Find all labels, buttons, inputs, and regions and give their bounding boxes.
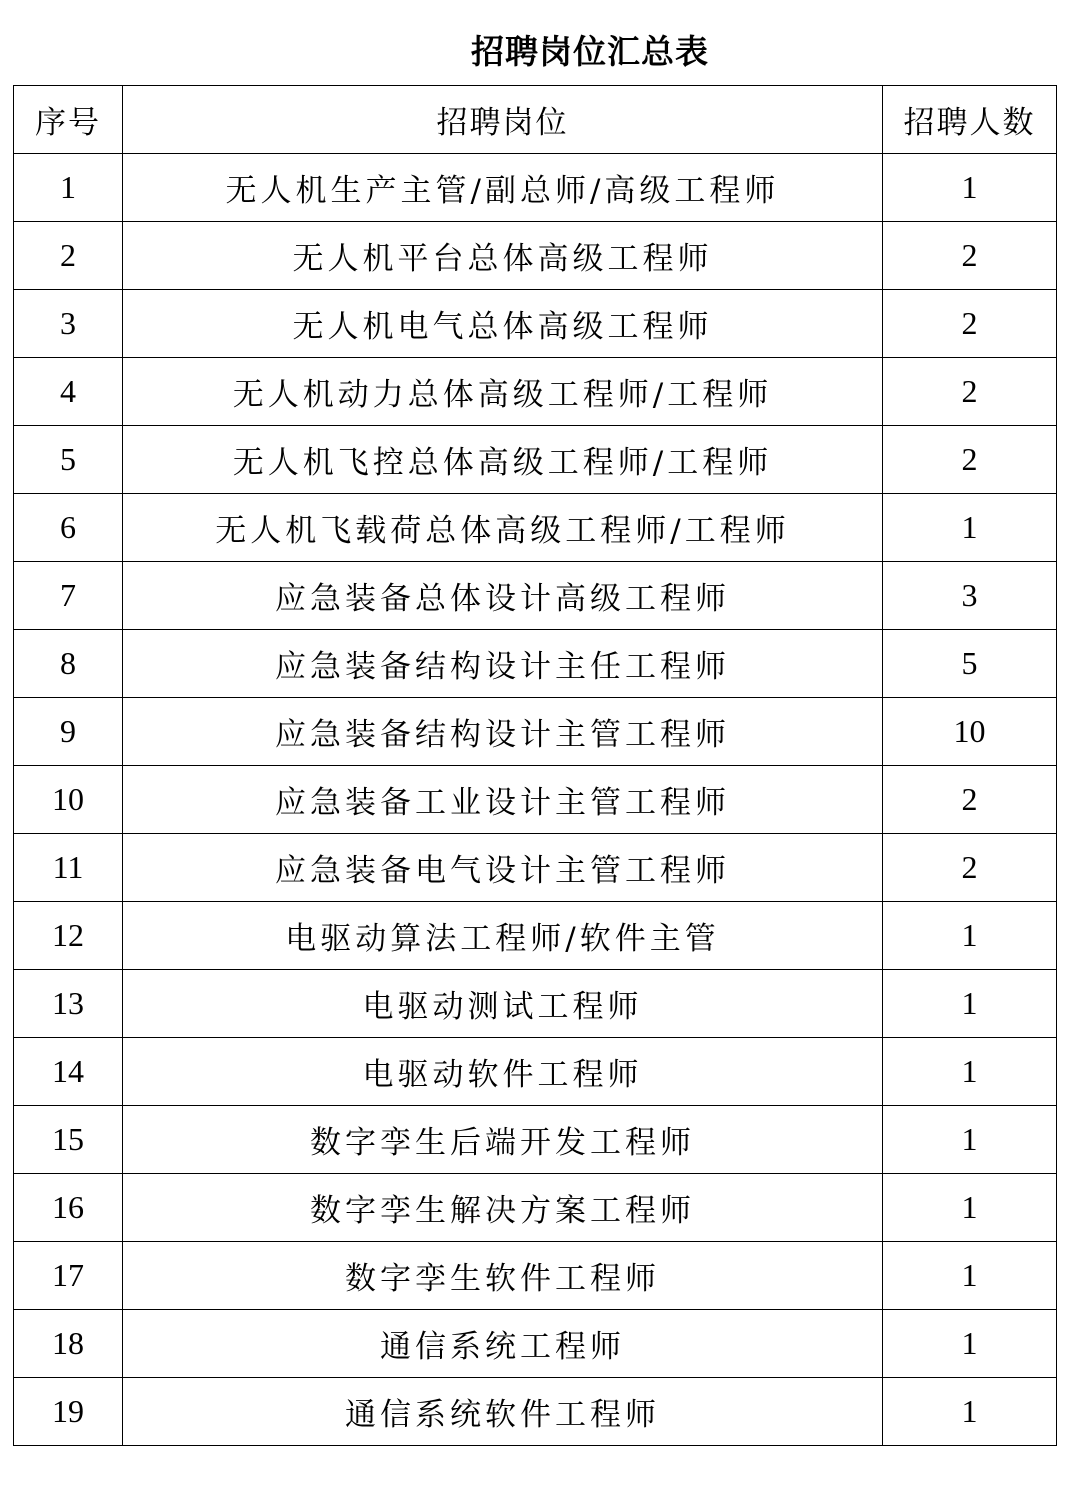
cell-count: 2 bbox=[883, 426, 1057, 494]
table-row bbox=[14, 1242, 1057, 1310]
cell-position: 应急装备结构设计主管工程师 bbox=[123, 698, 883, 766]
cell-position: 无人机电气总体高级工程师 bbox=[123, 290, 883, 358]
cell-no: 13 bbox=[14, 970, 123, 1038]
table-row bbox=[14, 426, 1057, 494]
cell-no: 7 bbox=[14, 562, 123, 630]
cell-no: 17 bbox=[14, 1242, 123, 1310]
cell-no: 19 bbox=[14, 1378, 123, 1446]
cell-count: 5 bbox=[883, 630, 1057, 698]
cell-count: 1 bbox=[883, 1310, 1057, 1378]
cell-position: 数字孪生后端开发工程师 bbox=[123, 1106, 883, 1174]
cell-no: 5 bbox=[14, 426, 123, 494]
cell-no: 15 bbox=[14, 1106, 123, 1174]
header-position: 招聘岗位 bbox=[123, 86, 883, 154]
recruitment-table bbox=[13, 85, 1057, 1446]
table-row bbox=[14, 494, 1057, 562]
cell-position: 应急装备总体设计高级工程师 bbox=[123, 562, 883, 630]
table-row bbox=[14, 1174, 1057, 1242]
cell-count: 2 bbox=[883, 358, 1057, 426]
cell-position: 无人机飞控总体高级工程师/工程师 bbox=[123, 426, 883, 494]
cell-position: 无人机生产主管/副总师/高级工程师 bbox=[123, 154, 883, 222]
cell-no: 14 bbox=[14, 1038, 123, 1106]
cell-no: 11 bbox=[14, 834, 123, 902]
header-count: 招聘人数 bbox=[883, 86, 1057, 154]
table-row bbox=[14, 562, 1057, 630]
cell-position: 无人机动力总体高级工程师/工程师 bbox=[123, 358, 883, 426]
table-row bbox=[14, 222, 1057, 290]
cell-no: 16 bbox=[14, 1174, 123, 1242]
cell-no: 1 bbox=[14, 154, 123, 222]
cell-count: 3 bbox=[883, 562, 1057, 630]
cell-position: 电驱动算法工程师/软件主管 bbox=[123, 902, 883, 970]
cell-count: 1 bbox=[883, 1174, 1057, 1242]
cell-position: 通信系统工程师 bbox=[123, 1310, 883, 1378]
cell-no: 4 bbox=[14, 358, 123, 426]
table-row bbox=[14, 1106, 1057, 1174]
cell-no: 10 bbox=[14, 766, 123, 834]
table-row bbox=[14, 902, 1057, 970]
cell-count: 10 bbox=[883, 698, 1057, 766]
cell-count: 1 bbox=[883, 1242, 1057, 1310]
table-row bbox=[14, 290, 1057, 358]
cell-position: 数字孪生软件工程师 bbox=[123, 1242, 883, 1310]
cell-position: 电驱动软件工程师 bbox=[123, 1038, 883, 1106]
cell-count: 1 bbox=[883, 154, 1057, 222]
cell-count: 1 bbox=[883, 1378, 1057, 1446]
cell-no: 9 bbox=[14, 698, 123, 766]
cell-count: 2 bbox=[883, 290, 1057, 358]
cell-no: 6 bbox=[14, 494, 123, 562]
cell-count: 2 bbox=[883, 766, 1057, 834]
cell-position: 电驱动测试工程师 bbox=[123, 970, 883, 1038]
table-row bbox=[14, 1378, 1057, 1446]
cell-position: 无人机飞载荷总体高级工程师/工程师 bbox=[123, 494, 883, 562]
cell-no: 8 bbox=[14, 630, 123, 698]
table-row bbox=[14, 1310, 1057, 1378]
table-row bbox=[14, 834, 1057, 902]
cell-no: 18 bbox=[14, 1310, 123, 1378]
cell-position: 应急装备电气设计主管工程师 bbox=[123, 834, 883, 902]
table-row bbox=[14, 766, 1057, 834]
table-row bbox=[14, 698, 1057, 766]
table-row bbox=[14, 358, 1057, 426]
table-row bbox=[14, 154, 1057, 222]
header-no: 序号 bbox=[14, 86, 123, 154]
cell-position: 应急装备结构设计主任工程师 bbox=[123, 630, 883, 698]
cell-count: 2 bbox=[883, 834, 1057, 902]
cell-position: 应急装备工业设计主管工程师 bbox=[123, 766, 883, 834]
cell-position: 通信系统软件工程师 bbox=[123, 1378, 883, 1446]
cell-no: 3 bbox=[14, 290, 123, 358]
cell-count: 2 bbox=[883, 222, 1057, 290]
table-row bbox=[14, 970, 1057, 1038]
cell-count: 1 bbox=[883, 970, 1057, 1038]
table-row bbox=[14, 1038, 1057, 1106]
cell-count: 1 bbox=[883, 1106, 1057, 1174]
page-title: 招聘岗位汇总表 bbox=[471, 32, 709, 71]
table-header-row bbox=[14, 86, 1057, 154]
table-row bbox=[14, 630, 1057, 698]
cell-count: 1 bbox=[883, 494, 1057, 562]
cell-count: 1 bbox=[883, 902, 1057, 970]
cell-count: 1 bbox=[883, 1038, 1057, 1106]
cell-position: 无人机平台总体高级工程师 bbox=[123, 222, 883, 290]
cell-no: 2 bbox=[14, 222, 123, 290]
cell-no: 12 bbox=[14, 902, 123, 970]
cell-position: 数字孪生解决方案工程师 bbox=[123, 1174, 883, 1242]
